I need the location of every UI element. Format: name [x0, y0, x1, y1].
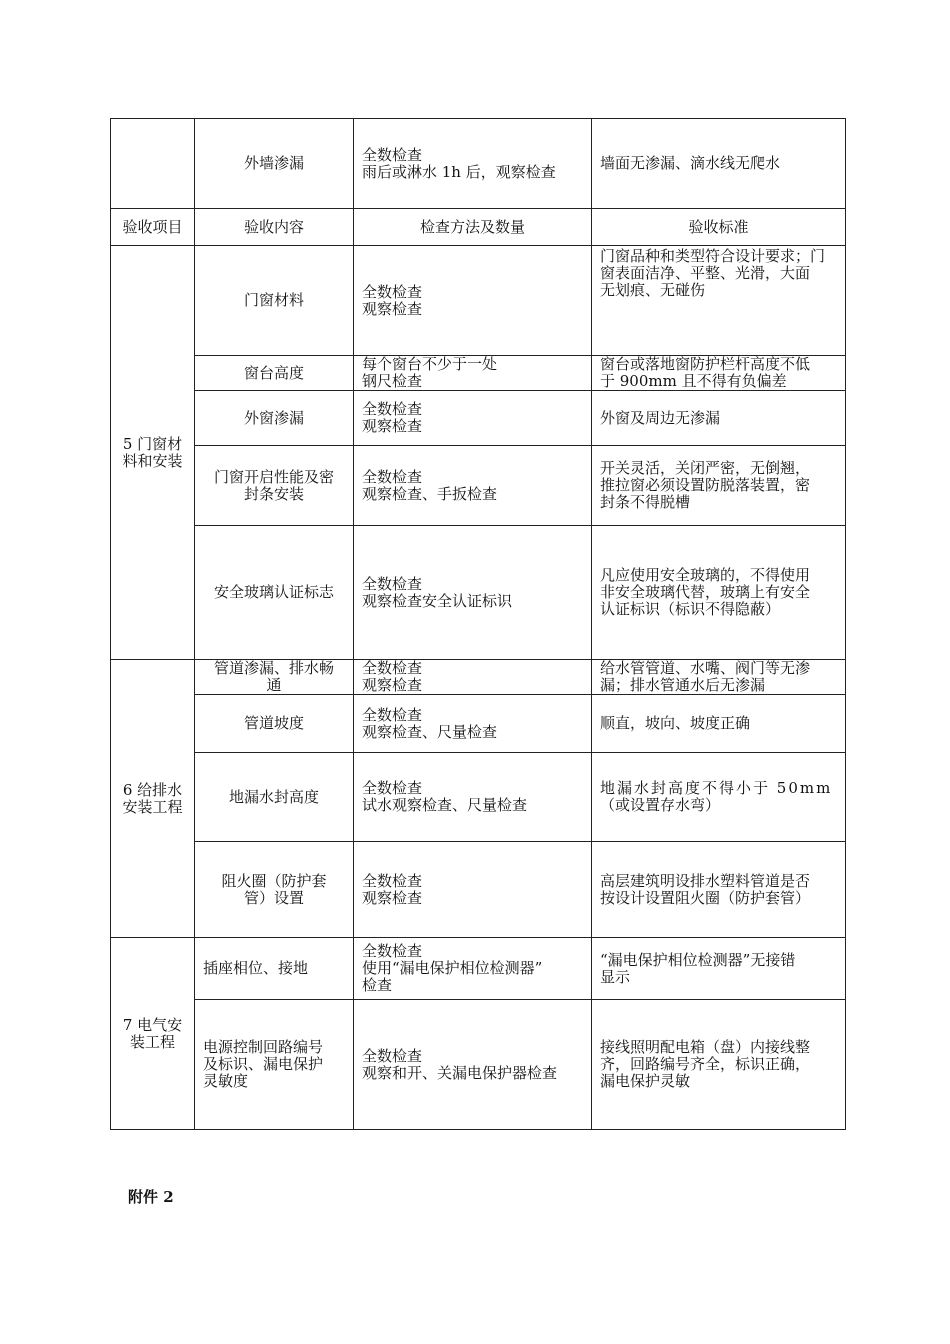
acceptance-table	[110, 118, 846, 1130]
content-cell: 阻火圈（防护套 管）设置	[195, 842, 354, 938]
method-cell: 每个窗台不少于一处 钢尺检查	[354, 356, 592, 391]
table-row	[111, 391, 846, 446]
standard-cell: 外窗及周边无渗漏	[592, 391, 846, 446]
empty-cell	[111, 119, 195, 209]
standard-cell: 给水管管道、水嘴、阀门等无渗 漏；排水管通水后无渗漏	[592, 660, 846, 695]
standard-cell: 墙面无渗漏、滴水线无爬水	[592, 119, 846, 209]
table-row	[111, 526, 846, 660]
standard-cell: 顺直，坡向、坡度正确	[592, 695, 846, 753]
table-row	[111, 842, 846, 938]
method-cell: 全数检查 观察检查	[354, 391, 592, 446]
group-title-7: 7 电气安 装工程	[111, 938, 195, 1130]
content-cell: 电源控制回路编号 及标识、漏电保护 灵敏度	[195, 1000, 354, 1130]
method-cell: 全数检查 观察和开、关漏电保护器检查	[354, 1000, 592, 1130]
content-cell: 门窗材料	[195, 246, 354, 356]
content-cell: 窗台高度	[195, 356, 354, 391]
content-cell: 管道渗漏、排水畅 通	[195, 660, 354, 695]
table-row	[111, 356, 846, 391]
standard-cell: 门窗品种和类型符合设计要求；门 窗表面洁净、平整、光滑，大面 无划痕、无碰伤	[592, 246, 846, 356]
table-row	[111, 753, 846, 842]
table-row	[111, 246, 846, 356]
standard-cell: 高层建筑明设排水塑料管道是否 按设计设置阻火圈（防护套管）	[592, 842, 846, 938]
method-cell: 全数检查 观察检查安全认证标识	[354, 526, 592, 660]
header-standard: 验收标准	[592, 209, 846, 246]
table-row	[111, 1000, 846, 1130]
header-row	[111, 209, 846, 246]
header-content: 验收内容	[195, 209, 354, 246]
attachment-label: 附件 2	[128, 1188, 174, 1206]
standard-cell: 窗台或落地窗防护栏杆高度不低 于 900mm 且不得有负偏差	[592, 356, 846, 391]
standard-cell: 接线照明配电箱（盘）内接线整 齐，回路编号齐全，标识正确， 漏电保护灵敏	[592, 1000, 846, 1130]
content-cell: 安全玻璃认证标志	[195, 526, 354, 660]
content-cell: 插座相位、接地	[195, 938, 354, 1000]
header-method: 检查方法及数量	[354, 209, 592, 246]
group-title-5: 5 门窗材 料和安装	[111, 246, 195, 660]
method-cell: 全数检查 观察检查	[354, 660, 592, 695]
table-row	[111, 119, 846, 209]
content-cell: 地漏水封高度	[195, 753, 354, 842]
standard-cell: 地漏水封高度不得小于 50mm （或设置存水弯）	[592, 753, 846, 842]
content-cell: 外墙渗漏	[195, 119, 354, 209]
method-cell: 全数检查 观察检查	[354, 842, 592, 938]
standard-cell: 开关灵活，关闭严密，无倒翘， 推拉窗必须设置防脱落装置，密 封条不得脱槽	[592, 446, 846, 526]
standard-cell: “漏电保护相位检测器”无接错 显示	[592, 938, 846, 1000]
table-row	[111, 446, 846, 526]
content-cell: 外窗渗漏	[195, 391, 354, 446]
method-cell: 全数检查 观察检查	[354, 246, 592, 356]
method-cell: 全数检查 雨后或淋水 1h 后，观察检查	[354, 119, 592, 209]
standard-cell: 凡应使用安全玻璃的，不得使用 非安全玻璃代替，玻璃上有安全 认证标识（标识不得隐蔽）	[592, 526, 846, 660]
table-row	[111, 660, 846, 695]
table-row	[111, 938, 846, 1000]
method-cell: 全数检查 观察检查、尺量检查	[354, 695, 592, 753]
method-cell: 全数检查 使用“漏电保护相位检测器” 检查	[354, 938, 592, 1000]
header-item: 验收项目	[111, 209, 195, 246]
content-cell: 管道坡度	[195, 695, 354, 753]
method-cell: 全数检查 试水观察检查、尺量检查	[354, 753, 592, 842]
method-cell: 全数检查 观察检查、手扳检查	[354, 446, 592, 526]
table-row	[111, 695, 846, 753]
group-title-6: 6 给排水 安装工程	[111, 660, 195, 938]
content-cell: 门窗开启性能及密 封条安装	[195, 446, 354, 526]
